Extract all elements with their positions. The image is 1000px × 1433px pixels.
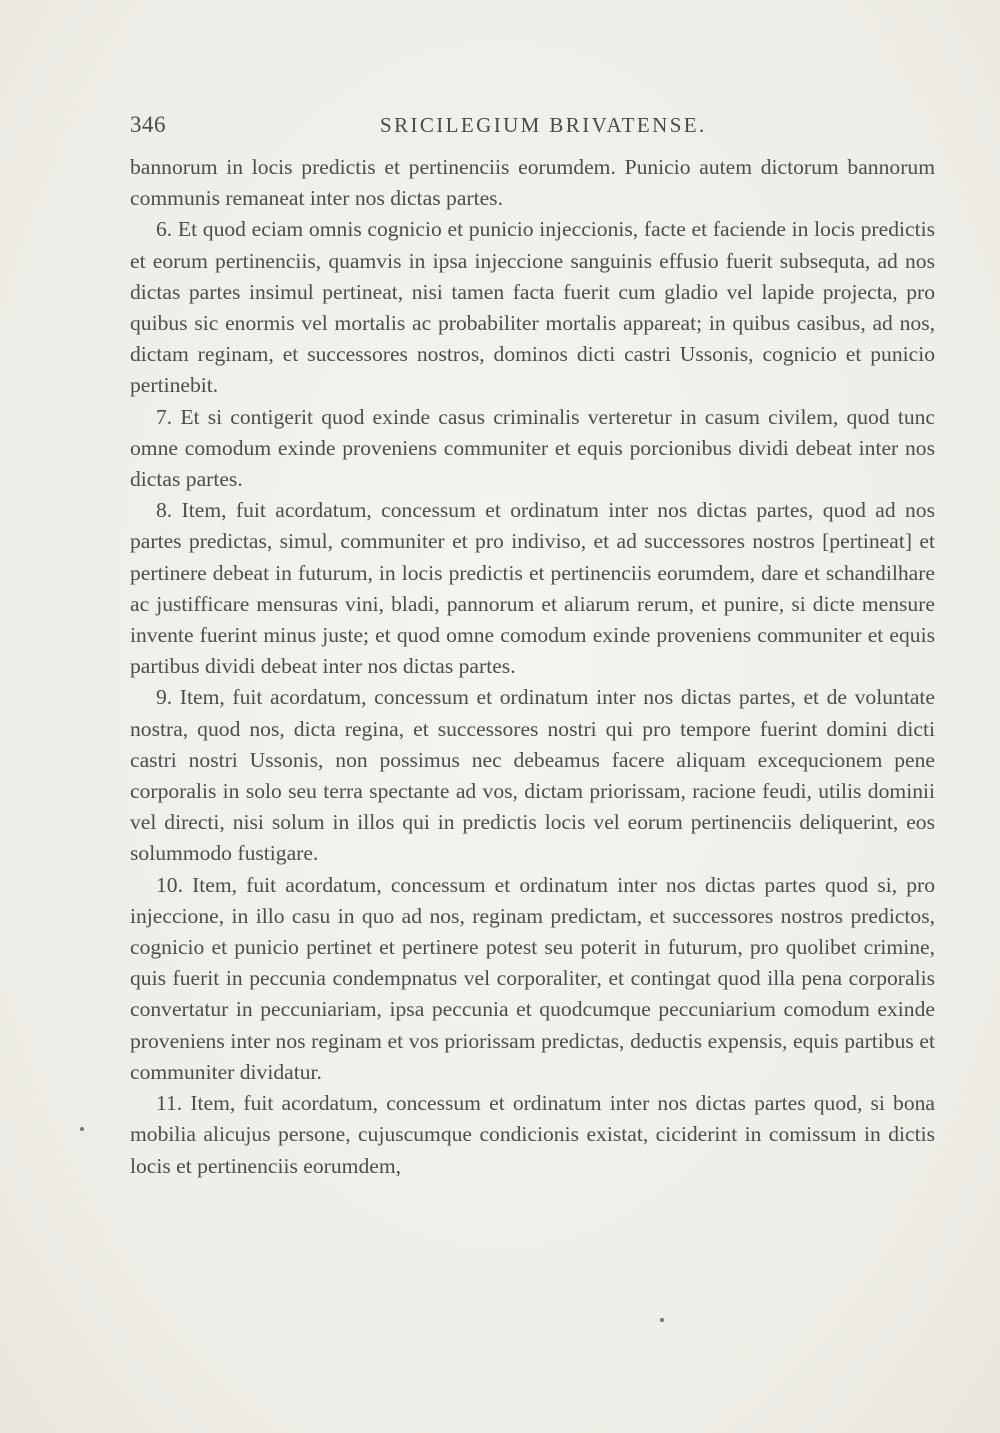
paragraph-11: 11. Item, fuit acordatum, concessum et ordinatum inter nos dictas partes quod, si bona mobilia alicujus persone, cujuscumque condicionis existat, ciciderint in comissum in dictis locis et pertinenciis eorumdem, — [130, 1091, 935, 1178]
print-speck — [660, 1318, 664, 1322]
page-header — [130, 112, 935, 144]
body-text — [130, 152, 935, 1182]
paragraph-7: 7. Et si contigerit quod exinde casus criminalis verteretur in casum civilem, quod tunc omne comodum exinde proveniens communiter et equis porcionibus dividi debeat inter nos dictas partes. — [130, 404, 935, 492]
page-number: 346 — [130, 112, 166, 137]
running-title: SRICILEGIUM BRIVATENSE. — [380, 113, 707, 137]
paragraph-8: 8. Item, fuit acordatum, concessum et ordinatum inter nos dictas partes, quod ad nos partes predictas, simul, communiter et pro indiviso, et ad successores nostros [pertineat] et pertinere debeat in futurum, in locis predictis et pertinenciis eorumdem, dare et schandilhare ac justifficare mensuras vini, bladi, pannorum et aliarum rerum, et punire, si dicte mensure invente fuerint minus juste; et quod omne comodum exinde proveniens communiter et equis partibus dividi debeat inter nos dictas partes. — [130, 498, 935, 679]
paragraph-continuation: bannorum in locis predictis et pertinenciis eorumdem. Punicio autem dictorum bannorum communis remaneat inter nos dictas partes. — [130, 155, 935, 211]
paragraph-9: 9. Item, fuit acordatum, concessum et ordinatum inter nos dictas partes, et de voluntate nostra, quod nos, dicta regina, et successores nostri qui pro tempore fuerint domini dicti castri nostri Ussonis, non possimus nec debeamus facere aliquam excequcionem pene corporalis in solo seu terra spectante ad vos, dictam priorissam, racione feudi, utilis dominii vel directi, nisi solum in illos qui in predictis locis vel eorum pertinenciis deliquerint, eos solummodo fustigare. — [130, 685, 935, 866]
margin-mark — [80, 1127, 84, 1131]
paragraph-6: 6. Et quod eciam omnis cognicio et punicio injeccionis, facte et faciende in locis predictis et eorum pertinenciis, quamvis in ipsa injeccione sanguinis effusio fuerit subsequta, ad nos dictas partes insimul pertineat, nisi tamen facta fuerit cum gladio vel lapide projecta, pro quibus sic enormis vel mortalis ac probabiliter mortalis appareat; in quibus casibus, ad nos, dictam reginam, et successores nostros, dominos dicti castri Ussonis, cognicio et punicio pertinebit. — [130, 217, 935, 398]
paragraph-10: 10. Item, fuit acordatum, concessum et ordinatum inter nos dictas partes quod si, pro injeccione, in illo casu in quo ad nos, reginam predictam, et successores nostros predictos, cognicio et punicio pertinet et pertinere potest seu poterit in futurum, pro quolibet crimine, quis fuerit in peccunia condempnatus vel corporaliter, et contingat quod illa pena corporalis convertatur in peccuniariam, ipsa peccunia et quodcumque peccuniarium comodum exinde proveniens inter nos reginam et vos priorissam predictas, deductis expensis, equis partibus et communiter dividatur. — [130, 872, 935, 1084]
